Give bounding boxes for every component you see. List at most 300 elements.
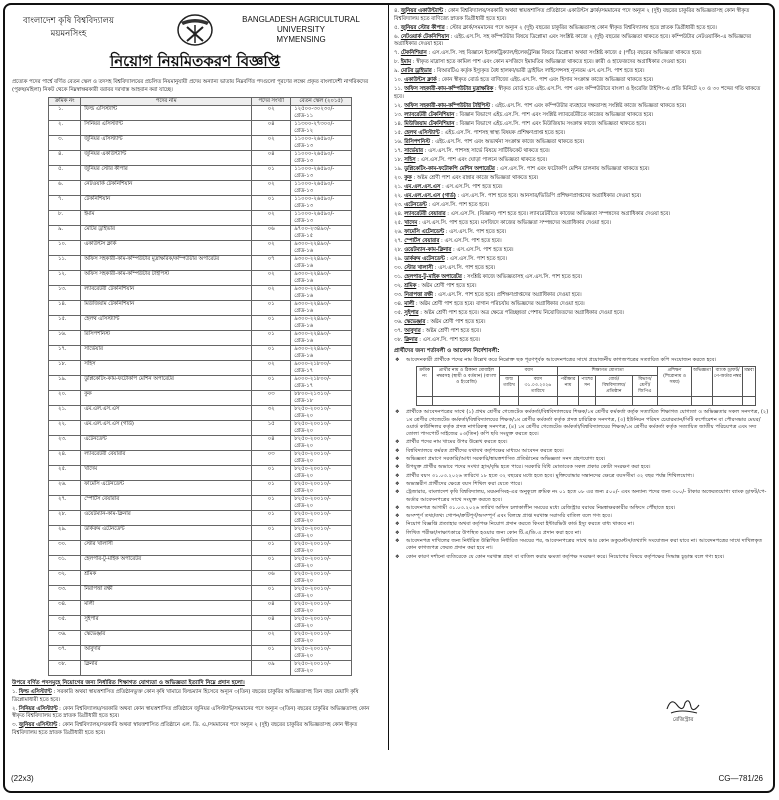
qualification-post: ডুপ্লিকেটিং-কাম-ফটোকপি মেশিন অপারেটর — [404, 165, 495, 172]
serial-cell: ২৮. — [49, 511, 81, 526]
qualification-number: ৩. — [12, 722, 18, 728]
condition-item: ❖ নিয়োগ বিজ্ঞপ্তি প্রত্যাহার অথবা কর্তৃপক্ষ নিয়োগ প্রদান করতে কিংবা ইন্টারভিউ কার্ড ইস্যু করতে বাধ্য থাকবে না। — [394, 521, 770, 528]
pay-range: ১১০০০-২৬৫৯০/- — [294, 196, 335, 202]
qualification-post: আবুদার — [404, 327, 421, 334]
condition-item: ❖ আবেদনপত্র দাখিলের জন্য নির্ধারিত উল্লিখিত নির্ধারিত সময়ের পর, আবেদনপত্রের সাথে আর কোন ডকুমেন্টস/তথ্যাদি সংযোজন করা যাবে না। আবেদনপত্রের সাথে দাখিলকৃত কোন কাগজপত্র ফেরত প্রদান করা হবে না। — [394, 538, 770, 553]
post-count-cell: ০১ — [252, 511, 291, 526]
qualification-text: এস.এস.সি. পাশসহ সার্ভে বিষয়ে সার্টিফিকেট থাকতে হবে। — [428, 147, 550, 154]
qualification-item: ১৮. সহিস : এস.এস.সি. পাশ এবং ঘোড়া পালনে অভিজ্ঞতা থাকতে হবে। — [394, 156, 547, 163]
post-name-cell: এটেনডেন্ট — [81, 436, 252, 451]
qualification-number: ৩০. — [394, 264, 403, 271]
condition-item: ❖ উপযুক্ত প্রার্থীর অভাবে পদের সংখ্যা হ্রাস/বৃদ্ধি হতে পারে। সরকারি বিধি মোতাবেক সকল প্রকার কোটা সংরক্ষণ করা হবে। — [394, 464, 770, 471]
pay-range: ৮২৫০-২০০১০/- — [294, 526, 331, 532]
post-name-cell: ডুপ্লিকেটিং-কাম-ফটোকপি মেশিন অপারেটর — [81, 376, 252, 391]
signature-icon — [663, 695, 703, 717]
pay-scale-cell — [291, 391, 352, 406]
qualification-item: ১৪. মিউজিয়াম টেকনিশিয়ান : বিজ্ঞান বিভাগে এইচ.এস.সি. পাশ এবং মিউজিয়াম সংক্রান্ত কাজে অভিজ্ঞতা থাকতে হবে। — [394, 120, 647, 127]
form-column-header: অভিজ্ঞতা — [691, 367, 712, 397]
qualification-post: ল্যাবরেটরী টেকনিশিয়ান — [404, 111, 455, 118]
qualification-post: এম.এল.এস.এস (গার্ড) — [404, 192, 456, 199]
pay-range: ৮২৫০-২০০১০/- — [294, 586, 331, 592]
qualification-post: সুইপার — [404, 309, 419, 316]
pay-grade: গ্রেড-২০ — [294, 458, 314, 464]
qualification-text: স্বীকৃত বোর্ড হতে এইচ.এস.সি. পাশ এবং কম্পিউটারে বাংলা ও ইংরেজি টাইপিং-এ প্রতি মিনিটে ২০ ও ৩০ শব্দের গতি থাকতে হবে। — [394, 86, 761, 100]
qualification-text: অষ্টম শ্রেণী পাশ এবং রান্নার কাজে অভিজ্ঞতা থাকতে হবে। — [416, 174, 539, 181]
qualification-number: ২০. — [394, 174, 403, 181]
post-name-cell: নিরাপত্তা রক্ষী — [81, 586, 252, 601]
qualification-number: ২৪. — [394, 210, 403, 217]
table-row — [49, 361, 352, 376]
post-count-cell: ০৬ — [252, 571, 291, 586]
qualification-item: ৩৬. স্কেভেঞ্জার : অষ্টম শ্রেণী পাশ হতে হবে। — [394, 318, 486, 325]
qualification-number: ২. — [12, 705, 18, 712]
serial-cell: ৩১. — [49, 556, 81, 571]
pay-grade: গ্রেড-১৩ — [294, 188, 314, 194]
table-row — [49, 151, 352, 166]
form-group-age: বয়স — [500, 367, 558, 376]
serial-cell: ১২. — [49, 271, 81, 286]
pay-grade: গ্রেড-২০ — [294, 488, 314, 494]
qualification-number: ১৪. — [394, 120, 403, 127]
pay-range: ১১০০০-২৬৫৯০/- — [294, 181, 335, 187]
table-row — [49, 271, 352, 286]
table-row — [49, 451, 352, 466]
pay-grade: গ্রেড-১৬ — [294, 248, 314, 254]
serial-cell: ১৩. — [49, 286, 81, 301]
qualification-text: বিজ্ঞান বিভাগে এইচ.এস.সি. পাশ এবং সংশ্লিষ্ট ল্যাবরেটরীতে কাজের অভিজ্ঞতা থাকতে হবে। — [459, 111, 654, 118]
qualification-post: জুনিয়র স্টোর কীপার — [400, 24, 445, 31]
pay-scale-cell — [291, 616, 352, 631]
qualification-number: ২৬. — [394, 228, 403, 235]
table-row — [49, 496, 352, 511]
qualification-post: ক্লিনার — [404, 336, 418, 343]
pay-scale-cell — [291, 556, 352, 571]
serial-cell: ২৯. — [49, 526, 81, 541]
qualification-text: স্টোর ক্লার্ক/সমমানের পদে অন্যূন ২ (দুই) বছরের চাকুরির অভিজ্ঞতাসহ কোন স্বীকৃত বিশ্ববিদ্যালয় হতে স্নাতক ডিগ্রীধারী হতে হবে। — [449, 24, 717, 31]
pay-grade: গ্রেড-১৩ — [294, 143, 314, 149]
pay-range: ১১০০০-২৬৫৯০/- — [294, 151, 335, 157]
qualification-number: ১৬. — [394, 138, 403, 145]
pay-scale-cell — [291, 601, 352, 616]
post-name-cell: শ্রমিক — [81, 571, 252, 586]
post-count-cell: ০২ — [252, 271, 291, 286]
pay-scale-cell — [291, 361, 352, 376]
pay-grade: গ্রেড-১৫ — [294, 233, 314, 239]
condition-item: ❖ অভ্যন্তরীণ প্রার্থীদের ক্ষেত্রে বয়স শিথিল করা যেতে পারে। — [394, 481, 770, 488]
qualification-item: ৬. নেটওয়ার্ক টেকনিশিয়ান : এইচ.এস.সি. সহ কম্পিউটার বিষয়ে ডিপ্লোমা এবং সংশ্লিষ্ট কাজে ২ (দুই) বছরের অভিজ্ঞতা থাকতে হবে। কম্পিউটার নেটওয়ার্কিং-এ অভিজ্ঞদের অগ্রাধিকার দেওয়া হবে। — [394, 33, 751, 47]
post-count-cell: ০৪ — [252, 121, 291, 136]
pay-range: ৯৩০০-২২৪৯০/- — [294, 346, 331, 352]
university-seal-icon — [175, 13, 215, 47]
pay-grade: গ্রেড-২০ — [294, 428, 314, 434]
post-name-cell: আবুদার — [81, 646, 252, 661]
form-blank-cell — [712, 397, 742, 406]
pay-scale-cell — [291, 226, 352, 241]
post-count-cell: ০১ — [252, 466, 291, 481]
university-name-bn — [23, 15, 114, 41]
qualification-number: ২১. — [394, 183, 403, 190]
pay-grade: গ্রেড-২০ — [294, 518, 314, 524]
pay-range: ৮২৫০-২০০১০/- — [294, 646, 331, 652]
post-count-cell: ০১ — [252, 586, 291, 601]
ad-size: (22x3) — [11, 774, 34, 783]
pay-scale-cell — [291, 316, 352, 331]
table-row — [49, 166, 352, 181]
form-blank-cell — [658, 397, 692, 406]
pay-range: ৮২৫০-২০০১০/- — [294, 421, 331, 427]
pay-grade: গ্রেড-১১ — [294, 113, 314, 119]
serial-cell: ৩৫. — [49, 616, 81, 631]
serial-cell: ৩৩. — [49, 586, 81, 601]
serial-cell: ৩২. — [49, 571, 81, 586]
pay-scale-cell — [291, 106, 352, 121]
qualification-number: ২৭. — [394, 237, 403, 244]
pay-grade: গ্রেড-২০ — [294, 638, 314, 644]
post-name-cell: এম.এল.এস.এস — [81, 406, 252, 421]
post-count-cell: ০৪ — [252, 151, 291, 166]
post-name-cell: এম.এল.এস.এস (গার্ড) — [81, 421, 252, 436]
pay-scale-cell — [291, 181, 352, 196]
qualification-post: এম.এল.এস.এস — [404, 183, 441, 190]
pay-grade: গ্রেড-২০ — [294, 653, 314, 659]
pay-grade: গ্রেড-১৭ — [294, 368, 314, 374]
qualification-text: এস.এস.সি. পাশ হতে হবে। — [422, 336, 480, 343]
pay-grade: গ্রেড-২০ — [294, 593, 314, 599]
qualification-text: কোন বিশ্ববিদ্যালয়/সরকারি অথবা কোন স্বায়ত্তশাসিত প্রতিষ্ঠানে জুনিয়র এসিস্ট্যান্ট/সমমানের পদে অন্যূন ৩(তিন) বছরের চাকুরির অভিজ্ঞতাসহ কোন স্বীকৃত বিশ্ববিদ্যালয় হতে স্নাতক ডিগ্রীধারী হতে হবে। — [12, 705, 370, 719]
qualification-number: ৩৩. — [394, 291, 403, 298]
qualification-text: এস.এস.সি. সহ বিজ্ঞানে ইলেকট্রিক্যাল/ইলেকট্রনিক্স বিষয়ে ডিপ্লোমা অথবা সংশ্লিষ্ট কাজে ৫ (পাঁচ) বছরের অভিজ্ঞতা থাকতে হবে। — [431, 50, 702, 56]
form-column-header: পরীক্ষার নাম — [558, 376, 579, 397]
qualification-item: ৩৭. আবুদার : অষ্টম শ্রেণী পাশ হতে হবে। — [394, 327, 481, 334]
qualification-post: কুক — [404, 174, 412, 181]
condition-item: ❖ প্রার্থীর পদের নাম খামের উপর উল্লেখ করতে হবে। — [394, 439, 770, 446]
pay-scale-cell — [291, 241, 352, 256]
pay-range: ৮২৫০-২০০১০/- — [294, 541, 331, 547]
qualification-text: এস.এস.সি. পাশ হতে হবে। — [431, 201, 489, 208]
qualification-number: ৫. — [394, 24, 400, 31]
pay-scale-cell — [291, 256, 352, 271]
post-count-cell: ০২ — [252, 241, 291, 256]
pay-scale-cell — [291, 406, 352, 421]
qualification-number: ২৯. — [394, 255, 403, 262]
table-row — [49, 481, 352, 496]
qualification-number: ২২. — [394, 192, 403, 199]
pay-scale-cell — [291, 331, 352, 346]
qualification-item: ৫. জুনিয়র স্টোর কীপার : স্টোর ক্লার্ক/সমমানের পদে অন্যূন ২ (দুই) বছরের চাকুরির অভিজ্ঞতাসহ কোন স্বীকৃত বিশ্ববিদ্যালয় হতে স্নাতক ডিগ্রীধারী হতে হবে। — [394, 24, 717, 31]
post-count-cell: ০৪ — [252, 436, 291, 451]
serial-cell: ২১. — [49, 406, 81, 421]
post-name-cell: ওয়েটম্যান-কাম-ক্লিনার — [81, 511, 252, 526]
post-count-cell: ০১ — [252, 541, 291, 556]
post-count-cell: ০৯ — [252, 661, 291, 676]
form-blank-cell — [500, 397, 518, 406]
pay-range: ৮২৫০-২০০১০/- — [294, 616, 331, 622]
qualification-number: ১৯. — [394, 165, 403, 172]
form-blank-cell — [433, 397, 500, 406]
pay-range: ৯০০০-২১৮০০/- — [294, 376, 331, 382]
post-count-cell: ০৪ — [252, 616, 291, 631]
pay-range: ৯৩০০-২২৪৯০/- — [294, 286, 331, 292]
post-name-cell: ক্লিনার — [81, 661, 252, 676]
right-column — [388, 5, 775, 750]
post-count-cell: ০২ — [252, 136, 291, 151]
table-row — [49, 436, 352, 451]
condition-item: ❖ অভিজ্ঞতা প্রমাণে সরকারি/আধা সরকারি/স্বায়ত্তশাসিত প্রতিষ্ঠানের অভিজ্ঞতা সনদ গ্রহণযোগ্য হবে। — [394, 456, 770, 463]
pay-scale-cell — [291, 436, 352, 451]
en-name-line2: MYMENSING — [276, 35, 326, 44]
serial-cell: ১৬. — [49, 331, 81, 346]
qualification-post: ল্যাবরেটরী বেয়ারার — [404, 210, 446, 217]
table-row — [49, 376, 352, 391]
serial-cell: ৩৬. — [49, 631, 81, 646]
qualification-text: বিজ্ঞান বিভাগে এইচ.এস.সি. পাশ এবং মিউজিয়াম সংক্রান্ত কাজে অভিজ্ঞতা থাকতে হবে। — [459, 120, 647, 127]
left-column — [9, 9, 381, 749]
pay-scale-cell — [291, 571, 352, 586]
pay-grade: গ্রেড-২০ — [294, 533, 314, 539]
pay-range: ১২৫০০-৩০২৩০/- — [294, 106, 335, 112]
qualification-number: ১৮. — [394, 156, 403, 163]
form-column-header: মন্তব্য — [743, 367, 756, 397]
post-count-cell: ০১ — [252, 496, 291, 511]
post-name-cell: স্কেভেঞ্জার — [81, 631, 252, 646]
post-count-cell: ০১ — [252, 166, 291, 181]
qualification-item: ৩৪. মালী : অষ্টম শ্রেণী পাশ হতে হবে। বাগান পরিচর্যায় অভিজ্ঞদের অগ্রাধিকার দেওয়া হবে। — [394, 300, 585, 307]
qualification-post: সহিস — [404, 156, 416, 163]
pay-range: ৮২৫০-২০০১০/- — [294, 481, 331, 487]
post-name-cell: হেলপার-টু-মাইক অপারেটর — [81, 556, 252, 571]
post-name-cell: স্পোর্টস বেয়ারার — [81, 496, 252, 511]
pay-scale-cell — [291, 646, 352, 661]
column-header: ক্রমিক নং — [49, 98, 81, 106]
qualification-post: হেলপার-টু-মাইক অপারেটর — [404, 273, 462, 280]
post-count-cell: ০৭ — [252, 256, 291, 271]
qualification-item: ২১. এম.এল.এস.এস : এস.এস.সি. পাশ হতে হবে। — [394, 183, 503, 190]
advertisement — [3, 3, 775, 793]
pay-scale-cell — [291, 376, 352, 391]
serial-cell: ৮. — [49, 211, 81, 226]
post-name-cell: ল্যাবরেটরী টেকনিশিয়ান — [81, 286, 252, 301]
qualification-item: ৩১. হেলপার-টু-মাইক অপারেটর : সংশ্লিষ্ট কাজে অভিজ্ঞতাসহ এস.এস.সি. পাশ হতে হবে। — [394, 273, 583, 280]
pay-grade: গ্রেড-১২ — [294, 128, 314, 134]
qualification-item: ২৪. ল্যাবরেটরী বেয়ারার : এস.এস.সি. (বিজ্ঞান) পাশ হতে হবে। ল্যাবরেটরীতে কাজের অভিজ্ঞতা সম্পন্নদের অগ্রাধিকার দেওয়া হবে। — [394, 210, 671, 217]
pay-grade: গ্রেড-১৬ — [294, 323, 314, 329]
qualification-number: ৩৪. — [394, 300, 403, 307]
serial-cell: ২৭. — [49, 496, 81, 511]
table-row — [49, 196, 352, 211]
serial-cell: ৯. — [49, 226, 81, 241]
qualification-item: ১. ফিল্ড এসিস্ট্যান্ট : সরকারি অথবা স্বায়ত্তশাসিত প্রতিষ্ঠানভুক্ত কোন কৃষি খামারে ফিল্ডম্যান হিসেবে অন্যূন ৩(তিন) বছরের চাকুরির অভিজ্ঞতাসহ তিন বছর মেয়াদি কৃষি ডিপ্লোমাধারী হতে হবে। — [12, 689, 359, 703]
serial-cell: ৫. — [49, 166, 81, 181]
serial-cell: ৩৪. — [49, 601, 81, 616]
pay-scale-cell — [291, 196, 352, 211]
qualification-post: হেলথ এসিস্ট্যান্ট — [404, 129, 440, 136]
post-name-cell: স্টোর খালাসী — [81, 541, 252, 556]
pay-grade: গ্রেড-২০ — [294, 443, 314, 449]
form-intro: ❖ আবেদনকারী প্রার্থীকে পদের নাম উল্লেখ করে নিম্নোক্ত ছক পূরণপূর্বক আবেদনপত্রের সাথে প্রয়োজনীয় কাগজপত্রের সত্যায়িত কপি সংযোজন করতে হবে। — [394, 357, 770, 364]
qualification-number: ১৫. — [394, 129, 403, 136]
qualification-post: জুনিয়র এসিস্ট্যান্ট — [18, 722, 58, 728]
qualification-post: রিসিপশনিস্ট — [404, 138, 430, 145]
serial-cell: ২২. — [49, 421, 81, 436]
qualification-item: ১১. অফিস সহকারী-কাম-কম্পিউটার মুদ্রাক্ষরিক : স্বীকৃত বোর্ড হতে এইচ.এস.সি. পাশ এবং কম্পিউটারে বাংলা ও ইংরেজি টাইপিং-এ প্রতি মিনিটে ২০ ও ৩০ শব্দের গতি থাকতে হবে। — [394, 86, 761, 100]
ad-code: CG—781/26 — [718, 774, 763, 783]
condition-item: ❖ অসম্পূর্ণ তথ্য/তথ্য গোপন/ক্রটিপূর্ণ/অসম্পূর্ণ এবং বিলম্বে প্রাপ্ত দরখাস্ত সরাসরি বাতিল বলে গণ্য হবে। — [394, 513, 770, 520]
qualification-item: ১৯. ডুপ্লিকেটিং-কাম-ফটোকপি মেশিন অপারেটর : এস.এস.সি. পাশ এবং ফটোকপি মেশিন চালনায় অভিজ্ঞতা থাকতে হবে। — [394, 165, 650, 172]
post-name-cell: ফিল্ড এসিস্ট্যান্ট — [81, 106, 252, 121]
serial-cell: ১. — [49, 106, 81, 121]
table-row — [49, 211, 352, 226]
pay-grade: গ্রেড-১৬ — [294, 353, 314, 359]
qualification-text: সরকারি অথবা স্বায়ত্তশাসিত প্রতিষ্ঠানভুক্ত কোন কৃষি খামারে ফিল্ডম্যান হিসেবে অন্যূন ৩(তিন) বছরের চাকুরির অভিজ্ঞতাসহ তিন বছর মেয়াদি কৃষি ডিপ্লোমাধারী হতে হবে। — [12, 689, 359, 703]
table-row — [49, 181, 352, 196]
pay-grade: গ্রেড-২০ — [294, 563, 314, 569]
pay-grade: গ্রেড-২০ — [294, 668, 314, 674]
pay-range: ৮২৫০-২০০১০/- — [294, 511, 331, 517]
pay-scale-cell — [291, 286, 352, 301]
form-column-header: পাশের সন — [578, 376, 595, 397]
qualification-text: অষ্টম শ্রেণী পাশ হতে হবে। — [421, 282, 477, 289]
qualification-post: ফিল্ড এসিস্ট্যান্ট — [18, 689, 52, 695]
table-row — [49, 316, 352, 331]
qualification-item: ২৩. এটেনডেন্ট : এস.এস.সি. পাশ হতে হবে। — [394, 201, 489, 208]
form-column-header: প্রশিক্ষণ (শিরোনাম ও সময়) — [658, 367, 692, 397]
qualification-item: ২০. কুক : অষ্টম শ্রেণী পাশ এবং রান্নার কাজে অভিজ্ঞতা থাকতে হবে। — [394, 174, 539, 181]
qualification-item: ৯. মোটর ড্রাইভার : বিআরটিএ কর্তৃক ইস্যুকৃত বৈধ হালকা/ভারী ড্রাইভিং লাইসেন্সসহ ন্যূনতম এস.এস.সি. পাশ হতে হবে। — [394, 68, 645, 74]
qualification-text: এস.এস.সি. পাশ হতে হবে। আনসার/ভিডিপি প্রশিক্ষণপ্রাপ্তদের অগ্রাধিকার দেওয়া হবে। — [461, 192, 642, 199]
serial-cell: ৬. — [49, 181, 81, 196]
qualification-post: ওয়েটম্যান-কাম-ক্লিনার — [404, 246, 452, 253]
pay-grade: গ্রেড-১৬ — [294, 278, 314, 284]
pay-scale-cell — [291, 496, 352, 511]
qualification-item: ১৫. হেলথ এসিস্ট্যান্ট : এইচ.এস.সি. পাশসহ স্বাস্থ্য বিষয়ক প্রশিক্ষণপ্রাপ্ত হতে হবে। — [394, 129, 566, 136]
condition-item: ❖ কোন কারণ দর্শানো ব্যতিরেকে যে কোন দরখাস্ত গ্রহণ বা বাতিল করার ক্ষমতা কর্তৃপক্ষ সংরক্ষণ করে। নিয়োগের বিষয়ে কর্তৃপক্ষের সিদ্ধান্ত চূড়ান্ত বলে গণ্য হবে। — [394, 554, 770, 561]
post-name-cell: সহিস — [81, 361, 252, 376]
qualification-post: ইমাম — [400, 59, 411, 65]
pay-range: ৯৩০০-২২৪৯০/- — [294, 316, 331, 322]
qualification-item: ১৬. রিসিপশনিস্ট : এইচ.এস.সি. পাশ এবং অভ্যর্থনা সংক্রান্ত কাজে অভিজ্ঞতা থাকতে হবে। — [394, 138, 585, 145]
post-count-cell: ০১ — [252, 526, 291, 541]
pay-grade: গ্রেড-২০ — [294, 608, 314, 614]
pay-range: ১১৩০০-২৭৩০০/- — [294, 121, 335, 127]
condition-item: ❖ ট্রেজারার, বাংলাদেশ কৃষি বিশ্ববিদ্যালয়, ময়মনসিংহ-এর অনুকূলে ক্রমিক নং ০১ হতে ০৮ এর জন্য ৫০০/- এবং অন্যান্য পদের জন্য ৩০০/- টাকার অফেরতযোগ্য ব্যাংক ড্রাফট/পে-অর্ডার আবেদনপত্রের সাথে সংযুক্ত করতে হবে। — [394, 489, 770, 504]
condition-item: ❖ লিখিত পরীক্ষা/সাক্ষাৎকারে উপস্থিত হওয়ার জন্য কোন টি.এ/ডি.এ প্রদান করা হবে না। — [394, 530, 770, 537]
table-row — [49, 121, 352, 136]
pay-grade: গ্রেড-১৬ — [294, 293, 314, 299]
pay-range: ৮২৫০-২০০১০/- — [294, 571, 331, 577]
pay-scale-cell — [291, 346, 352, 361]
pay-range: ১১০০০-২৬৫৯০/- — [294, 211, 335, 217]
qualification-text: অষ্টম শ্রেণী পাশ হতে হবে। অত্র ক্ষেত্রে পরিচ্ছন্নতা পেশায় নিয়োজিতদের অগ্রাধিকার দেওয়া হবে। — [423, 309, 624, 316]
form-blank-cell — [518, 397, 558, 406]
pay-scale-cell — [291, 586, 352, 601]
serial-cell: ১৪. — [49, 301, 81, 316]
qualification-text: কোন স্বীকৃত বোর্ড হতে বাণিজ্যে এইচ.এস.সি. পাশ এবং হিসাব সংক্রান্ত কাজে অভিজ্ঞতা থাকতে হবে। — [441, 77, 654, 83]
intro-text: প্রত্যেক পদের পার্শ্বে বর্ণিত বেতন স্কেল ও তদসহ বিশ্ববিদ্যালয়ের প্রচলিত নিয়মানুযায়ী প্রদেয় অন্যান্য ভাতায় নিম্নবর্ণিত পদগুলো পূরণের লক্ষ্যে প্রকৃত বাংলাদেশী নাগরিকদের (পুরুষ/মহিলা) নিকট থেকে নিম্নস্বাক্ষরকারী বরাবর দরখাস্ত আহবান করা যাচ্ছে। — [12, 79, 368, 93]
qualification-item: ৭. টেকনিশিয়ান : এস.এস.সি. সহ বিজ্ঞানে ইলেকট্রিক্যাল/ইলেকট্রনিক্স বিষয়ে ডিপ্লোমা অথবা সংশ্লিষ্ট কাজে ৫ (পাঁচ) বছরের অভিজ্ঞতা থাকতে হবে। — [394, 50, 702, 56]
qualification-post: ফার্মেসি এটেনডেন্ট — [404, 228, 445, 235]
form-blank-cell — [578, 397, 595, 406]
post-count-cell: ০৬ — [252, 226, 291, 241]
column-header: পদের নাম — [81, 98, 252, 106]
qualification-text: এস.এস.সি. পাশ হতে হবে। — [445, 183, 503, 190]
pay-range: ৮২৫০-২০০১০/- — [294, 406, 331, 412]
qualification-post: জুনিয়র একাউন্ট্যান্ট — [400, 8, 443, 14]
qualification-number: ৩৬. — [394, 318, 403, 325]
form-column-header: ক্রমিক নং — [417, 367, 433, 397]
table-row — [49, 601, 352, 616]
condition-item: ❖ বিশ্ববিদ্যালয়ে কর্মরত প্রার্থীদের যথাযথ কর্তৃপক্ষের মাধ্যমে আবেদন করতে হবে। — [394, 448, 770, 455]
table-row — [49, 406, 352, 421]
qualification-item: ২৯. ডার্করুম এটেনডেন্ট : এস.এস.সি. পাশ হতে হবে। — [394, 255, 507, 262]
qualification-post: মিউজিয়াম টেকনিশিয়ান — [404, 120, 455, 127]
serial-cell: ২৬. — [49, 481, 81, 496]
qualification-number: ২৮. — [394, 246, 403, 253]
qualification-post: অফিস সহকারী-কাম-কম্পিউটার মুদ্রাক্ষরিক — [404, 86, 494, 92]
pay-range: ৮২৫০-২০০১০/- — [294, 661, 331, 667]
qualification-text: স্বীকৃত মাদ্রাসা হতে কামিল পাশ এবং কোন মসজিদে ইমামতির অভিজ্ঞতা থাকতে হবে। ক্বারী ও হাফেজদের অগ্রাধিকার দেওয়া হবে। — [416, 59, 687, 65]
serial-cell: ৩৭. — [49, 646, 81, 661]
table-row — [49, 511, 352, 526]
qualification-post: শ্রমিক — [404, 282, 417, 289]
qualification-post: এটেনডেন্ট — [404, 201, 427, 208]
qualification-text: এইচ.এস.সি. পাশসহ স্বাস্থ্য বিষয়ক প্রশিক্ষণপ্রাপ্ত হতে হবে। — [444, 129, 566, 136]
pay-scale-cell — [291, 451, 352, 466]
qualification-post: স্কেভেঞ্জার — [404, 318, 426, 325]
form-blank-cell — [417, 397, 433, 406]
qualification-post: সিনিয়র এসিস্ট্যান্ট — [18, 705, 58, 712]
qualification-item: ৩২. শ্রমিক : অষ্টম শ্রেণী পাশ হতে হবে। — [394, 282, 477, 289]
table-row — [49, 241, 352, 256]
pay-range: ১১০০০-২৬৫৯০/- — [294, 166, 335, 172]
post-name-cell: মোটর ড্রাইভার — [81, 226, 252, 241]
pay-scale-cell — [291, 136, 352, 151]
post-count-cell: ০২ — [252, 361, 291, 376]
pay-range: ৯০০০-২১৮০০/- — [294, 361, 331, 367]
condition-item: ❖ প্রার্থীর বয়স ৩১.০৩.২০২৬ তারিখে ১৮ হতে ৩২ বছরের মধ্যে হতে হবে। মুক্তিযোদ্ধার সন্তানদের ক্ষেত্রে বয়সসীমা ৩২ বছর পর্যন্ত শিথিলযোগ্য। — [394, 473, 770, 480]
table-row — [49, 616, 352, 631]
pay-grade: গ্রেড-১৭ — [294, 383, 314, 389]
pay-range: ৯৩০০-২২৪৯০/- — [294, 331, 331, 337]
pay-grade: গ্রেড-১৩ — [294, 158, 314, 164]
pay-grade: গ্রেড-১৩ — [294, 173, 314, 179]
serial-cell: ২৫. — [49, 466, 81, 481]
post-name-cell: সিনিয়র এসিস্ট্যান্ট — [81, 121, 252, 136]
pay-grade: গ্রেড-১৮ — [294, 398, 314, 404]
form-heading: প্রার্থীদের জন্য শর্তাবলী ও আবেদন নির্দেশাবলী: — [394, 348, 500, 354]
table-row — [49, 286, 352, 301]
table-row — [49, 256, 352, 271]
university-name-en — [221, 15, 381, 45]
qualification-text: এইচ.এস.সি. পাশ এবং কম্পিউটার ব্যবহারে দক্ষতাসহ সংশ্লিষ্ট কাজে অভিজ্ঞতা থাকতে হবে। — [495, 102, 687, 109]
qualification-post: ডার্করুম এটেনডেন্ট — [404, 255, 445, 262]
serial-cell: ৭. — [49, 196, 81, 211]
form-column-header: বয়স ৩১.০৩.২০২৬ তারিখে — [518, 376, 558, 397]
qualification-text: এস.এস.সি. পাশ হতে হবে। — [449, 228, 507, 235]
table-row — [49, 421, 352, 436]
form-blank-cell — [743, 397, 756, 406]
qualification-post: নিরাপত্তা রক্ষী — [404, 291, 433, 298]
serial-cell: ১৮. — [49, 361, 81, 376]
header — [9, 9, 381, 49]
qualification-post: অফিস সহকারী-কাম-কম্পিউটার টাইপিস্ট — [404, 102, 490, 109]
pay-range: ৯৩০০-২২৪৯০/- — [294, 301, 331, 307]
pay-scale-cell — [291, 121, 352, 136]
post-name-cell: সার্ভেয়ার — [81, 346, 252, 361]
condition-item: ❖ প্রার্থীকে আবেদনপত্রের সাথে (১) প্রথম শ্রেণীর গেজেটেড কর্মকর্তা/বিশ্ববিদ্যালয়ের শিক্ষক/১ম শ্রেণীর কর্মকর্তা কর্তৃক সত্যায়িত শিক্ষাগত যোগ্যতা ও অভিজ্ঞতার সকল সনদপত্র, (২) ১ম শ্রেণীর গেজেটেড কর্মকর্তা/বিশ্ববিদ্যালয়ের শিক্ষক/১ম শ্রেণীর কর্মকর্তা কর্তৃক প্রদত্ত চারিত্রিক সনদপত্র, (৩) ইউনিয়ন পরিষদ চেয়ারম্যান/সিটি কর্পোরেশন বা পৌরসভার মেয়র/ওয়ার্ড কাউন্সিলর কর্তৃক প্রদত্ত নাগরিকত্ব সনদপত্র, (৪) ১ম শ্রেণীর গেজেটেড কর্মকর্তা/বিশ্ববিদ্যালয়ের শিক্ষক/১ম শ্রেণীর কর্মকর্তা কর্তৃক সত্যায়িত জাতীয় পরিচয়পত্র এবং সদ্য তোলা পাসপোর্ট সাইজের ০৩(তিন) কপি ছবি সংযুক্ত করতে হবে। — [394, 409, 770, 438]
qualification-text: এস.এস.সি. পাশ এবং ঘোড়া পালনে অভিজ্ঞতা থাকতে হবে। — [420, 156, 547, 163]
pay-range: ১১০০০-২৬৫৯০/- — [294, 136, 335, 142]
post-count-cell: ০১ — [252, 346, 291, 361]
